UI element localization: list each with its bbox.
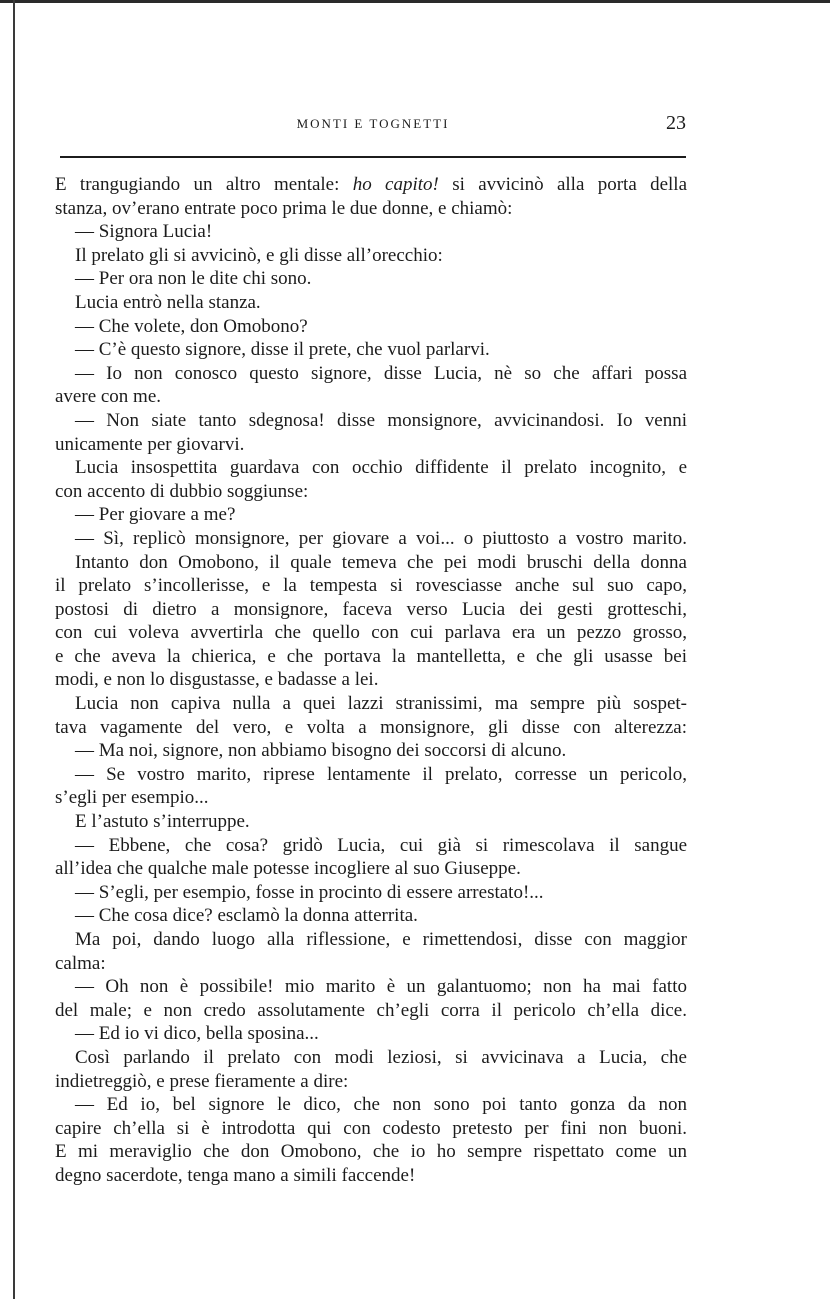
text-segment: — Che cosa dice? esclamò la donna atterrita.: [75, 905, 418, 927]
text-segment: si avvicinò alla porta della: [438, 174, 687, 195]
page-left-border: [13, 0, 15, 1299]
text-line: [55, 975, 687, 999]
text-segment: unicamente per giovarvi.: [55, 433, 245, 455]
text-segment: — Per ora non le dite chi sono.: [75, 268, 312, 290]
page-header: [60, 112, 686, 142]
text-segment: — Sì, replicò monsignore, per giovare a voi... o piuttosto a vostro marito.: [75, 527, 687, 549]
text-line: [55, 834, 687, 858]
running-title: MONTI E TOGNETTI: [296, 116, 450, 131]
text-segment: — Ma noi, signore, non abbiamo bisogno dei soccorsi di alcuno.: [75, 740, 567, 762]
text-segment: — Per giovare a me?: [75, 504, 236, 526]
text-segment: Lucia insospettita guardava con occhio diffidente il prelato incognito, e: [75, 457, 687, 479]
text-line: [55, 551, 687, 575]
text-line: [55, 668, 687, 692]
text-line: [55, 1022, 687, 1046]
text-segment: con cui voleva avvertirla che quello con cui parlava era un pezzo grosso,: [55, 622, 687, 644]
text-line: [55, 952, 687, 976]
text-segment: del male; e non credo assolutamente ch’egli corra il pericolo ch’ella dice.: [55, 999, 687, 1021]
text-line: [55, 763, 687, 787]
text-segment: — Che volete, don Omobono?: [75, 315, 308, 337]
text-line: [55, 315, 687, 339]
text-segment: Lucia non capiva nulla a quei lazzi stranissimi, ma sempre più sospet-: [75, 693, 687, 715]
text-line: [55, 928, 687, 952]
text-segment: avere con me.: [55, 386, 162, 408]
italic-text: ho capito!: [352, 174, 439, 195]
text-segment: E l’astuto s’interruppe.: [75, 811, 250, 833]
header-rule: [60, 156, 686, 158]
text-segment: — Ed io, bel signore le dico, che non sono poi tanto gonza da non: [75, 1094, 687, 1116]
text-segment: capire ch’ella si è introdotta qui con codesto pretesto per fini non buoni.: [55, 1117, 687, 1139]
text-segment: — Oh non è possibile! mio marito è un galantuomo; non ha mai fatto: [75, 976, 687, 998]
text-line: [55, 220, 687, 244]
text-segment: tava vagamente del vero, e volta a monsignore, gli disse con alterezza:: [55, 716, 687, 738]
text-line: [55, 1046, 687, 1070]
text-segment: — Signora Lucia!: [75, 221, 213, 243]
text-segment: Ma poi, dando luogo alla riflessione, e rimettendosi, disse con maggior: [75, 929, 687, 950]
text-segment: postosi di dietro a monsignore, faceva verso Lucia dei gesti grotteschi,: [55, 598, 687, 620]
text-line: [55, 362, 687, 386]
text-segment: stanza, ov’erano entrate poco prima le due donne, e chiamò:: [55, 197, 513, 219]
text-segment: — C’è questo signore, disse il prete, che vuol parlarvi.: [75, 339, 490, 361]
text-line: [55, 621, 687, 645]
text-segment: Il prelato gli si avvicinò, e gli disse all’orecchio:: [75, 244, 443, 266]
text-line: [55, 409, 687, 433]
text-segment: il prelato s’incollerisse, e la tempesta si rovesciasse anche sul suo capo,: [55, 575, 687, 597]
text-segment: E mi meraviglio che don Omobono, che io ho sempre rispettato come un: [55, 1141, 687, 1163]
text-line: [55, 810, 687, 834]
text-segment: s’egli per esempio...: [55, 787, 209, 809]
text-line: [55, 385, 687, 409]
text-segment: all’idea che qualche male potesse incogliere al suo Giuseppe.: [55, 858, 521, 880]
text-line: [55, 598, 687, 622]
text-line: [55, 1164, 687, 1188]
text-line: [55, 881, 687, 905]
text-line: [55, 173, 687, 197]
body-text: [55, 173, 687, 1188]
text-line: [55, 433, 687, 457]
text-segment: — S’egli, per esempio, fosse in procinto di essere arrestato!...: [75, 881, 544, 903]
text-line: [55, 574, 687, 598]
text-line: [55, 503, 687, 527]
text-line: [55, 692, 687, 716]
text-line: [55, 456, 687, 480]
text-segment: — Io non conosco questo signore, disse Lucia, nè so che affari possa: [75, 362, 687, 384]
text-line: [55, 1093, 687, 1117]
text-line: [55, 645, 687, 669]
text-segment: — Non siate tanto sdegnosa! disse monsignore, avvicinandosi. Io venni: [75, 409, 687, 431]
text-line: [55, 999, 687, 1023]
text-line: [55, 904, 687, 928]
text-segment: — Se vostro marito, riprese lentamente il prelato, corresse un pericolo,: [75, 763, 687, 785]
text-line: [55, 1117, 687, 1141]
text-segment: degno sacerdote, tenga mano a simili faccende!: [55, 1164, 416, 1186]
text-line: [55, 1070, 687, 1094]
text-line: [55, 338, 687, 362]
text-line: [55, 267, 687, 291]
text-line: [55, 716, 687, 740]
text-segment: — Ebbene, che cosa? gridò Lucia, cui già si rimescolava il sangue: [75, 834, 687, 856]
text-segment: indietreggiò, e prese fieramente a dire:: [55, 1070, 349, 1092]
text-segment: Così parlando il prelato con modi leziosi, si avvicinava a Lucia, che: [75, 1046, 687, 1068]
text-line: [55, 786, 687, 810]
text-segment: con accento di dubbio soggiunse:: [55, 480, 309, 502]
text-segment: calma:: [55, 952, 106, 974]
text-line: [55, 857, 687, 881]
text-segment: E trangugiando un altro mentale:: [55, 174, 353, 195]
text-line: [55, 291, 687, 315]
text-line: [55, 1140, 687, 1164]
page-top-border: [0, 0, 830, 3]
text-line: [55, 527, 687, 551]
text-segment: — Ed io vi dico, bella sposina...: [75, 1023, 319, 1045]
page-number: 23: [666, 112, 686, 134]
text-segment: Intanto don Omobono, il quale temeva che pei modi bruschi della donna: [75, 551, 687, 573]
text-segment: e che aveva la chierica, e che portava la mantelletta, e che gli usasse bei: [55, 645, 687, 667]
text-line: [55, 480, 687, 504]
text-line: [55, 244, 687, 268]
text-line: [55, 197, 687, 221]
text-line: [55, 739, 687, 763]
text-segment: Lucia entrò nella stanza.: [75, 291, 261, 313]
text-segment: modi, e non lo disgustasse, e badasse a lei.: [55, 669, 379, 691]
